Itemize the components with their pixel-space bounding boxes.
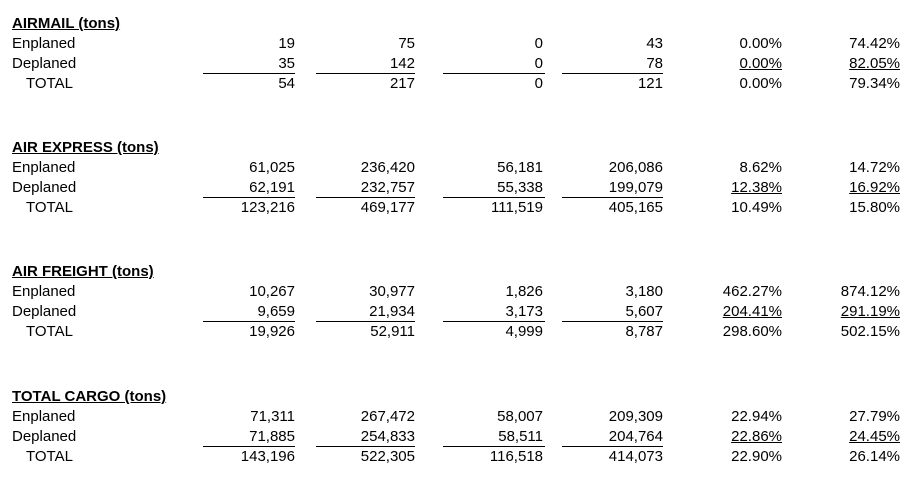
total-rule xyxy=(443,446,545,447)
table-cell: 142 xyxy=(389,55,415,72)
row-label-total: TOTAL xyxy=(26,75,73,92)
table-cell: 62,191 xyxy=(249,179,295,196)
table-cell: 291.19% xyxy=(840,303,900,320)
section-title: AIR EXPRESS (tons) xyxy=(12,139,159,156)
row-label-enplaned: Enplaned xyxy=(12,283,76,300)
table-cell: 111,519 xyxy=(491,199,543,216)
total-rule xyxy=(562,73,663,74)
table-cell: 3,180 xyxy=(625,283,663,300)
total-rule xyxy=(562,197,663,198)
table-cell: 267,472 xyxy=(360,408,415,425)
table-cell: 35 xyxy=(278,55,295,72)
section-air-express xyxy=(0,139,913,249)
section-title: AIR FREIGHT (tons) xyxy=(12,263,154,280)
section-air-freight xyxy=(0,263,913,373)
table-cell: 502.15% xyxy=(840,323,900,340)
table-cell: 61,025 xyxy=(249,159,295,176)
table-cell: 232,757 xyxy=(360,179,415,196)
row-label-deplaned: Deplaned xyxy=(12,179,77,196)
table-cell: 0.00% xyxy=(739,55,782,72)
table-cell: 204,764 xyxy=(608,428,663,445)
table-cell: 8,787 xyxy=(625,323,663,340)
table-cell: 24.45% xyxy=(849,428,900,445)
table-cell: 217 xyxy=(389,75,415,92)
total-rule xyxy=(562,446,663,447)
table-cell: 82.05% xyxy=(849,55,900,72)
table-cell: 71,885 xyxy=(249,428,295,445)
table-cell: 71,311 xyxy=(250,408,295,425)
table-cell: 254,833 xyxy=(360,428,415,445)
table-cell: 43 xyxy=(646,35,663,52)
table-cell: 405,165 xyxy=(608,199,663,216)
table-cell: 414,073 xyxy=(608,448,663,465)
table-cell: 56,181 xyxy=(497,159,543,176)
table-cell: 22.94% xyxy=(731,408,782,425)
table-cell: 0.00% xyxy=(739,75,782,92)
table-cell: 12.38% xyxy=(731,179,782,196)
table-cell: 204.41% xyxy=(722,303,782,320)
row-label-deplaned: Deplaned xyxy=(12,428,77,445)
row-label-total: TOTAL xyxy=(26,199,73,216)
total-rule xyxy=(316,73,415,74)
table-cell: 209,309 xyxy=(608,408,663,425)
table-cell: 27.79% xyxy=(849,408,900,425)
table-cell: 0 xyxy=(534,35,543,52)
total-rule xyxy=(203,197,295,198)
row-label-enplaned: Enplaned xyxy=(12,408,76,425)
table-cell: 21,934 xyxy=(369,303,415,320)
total-rule xyxy=(443,197,545,198)
row-label-deplaned: Deplaned xyxy=(12,55,77,72)
section-title: AIRMAIL (tons) xyxy=(12,15,121,32)
table-cell: 58,007 xyxy=(497,408,543,425)
table-cell: 15.80% xyxy=(849,199,900,216)
table-cell: 0 xyxy=(534,75,543,92)
table-cell: 55,338 xyxy=(497,179,543,196)
table-cell: 16.92% xyxy=(849,179,900,196)
table-cell: 4,999 xyxy=(505,323,543,340)
table-cell: 19 xyxy=(278,35,295,52)
row-label-total: TOTAL xyxy=(26,323,73,340)
table-cell: 0 xyxy=(534,55,543,72)
table-cell: 10,267 xyxy=(249,283,295,300)
table-cell: 199,079 xyxy=(608,179,663,196)
table-cell: 22.90% xyxy=(731,448,782,465)
table-cell: 121 xyxy=(637,75,663,92)
table-cell: 5,607 xyxy=(625,303,663,320)
table-cell: 0.00% xyxy=(739,35,782,52)
row-label-enplaned: Enplaned xyxy=(12,159,76,176)
table-cell: 54 xyxy=(278,75,295,92)
section-airmail xyxy=(0,15,913,125)
table-cell: 74.42% xyxy=(849,35,900,52)
table-cell: 236,420 xyxy=(360,159,415,176)
table-cell: 26.14% xyxy=(849,448,900,465)
table-cell: 30,977 xyxy=(369,283,415,300)
table-cell: 58,511 xyxy=(498,428,543,445)
table-cell: 79.34% xyxy=(849,75,900,92)
table-cell: 1,826 xyxy=(505,283,543,300)
section-total-cargo xyxy=(0,388,913,498)
table-cell: 522,305 xyxy=(360,448,415,465)
total-rule xyxy=(316,321,415,322)
row-label-total: TOTAL xyxy=(26,448,73,465)
table-cell: 22.86% xyxy=(731,428,782,445)
table-cell: 9,659 xyxy=(257,303,295,320)
total-rule xyxy=(316,197,415,198)
section-title: TOTAL CARGO (tons) xyxy=(12,388,167,405)
table-cell: 123,216 xyxy=(240,199,295,216)
total-rule xyxy=(203,446,295,447)
table-cell: 462.27% xyxy=(722,283,782,300)
row-label-deplaned: Deplaned xyxy=(12,303,77,320)
table-cell: 8.62% xyxy=(739,159,782,176)
row-label-enplaned: Enplaned xyxy=(12,35,76,52)
table-cell: 3,173 xyxy=(505,303,543,320)
total-rule xyxy=(443,321,545,322)
table-cell: 469,177 xyxy=(360,199,415,216)
total-rule xyxy=(562,321,663,322)
table-cell: 78 xyxy=(646,55,663,72)
table-cell: 19,926 xyxy=(249,323,295,340)
table-cell: 10.49% xyxy=(731,199,782,216)
table-cell: 298.60% xyxy=(722,323,782,340)
table-cell: 14.72% xyxy=(849,159,900,176)
total-rule xyxy=(316,446,415,447)
total-rule xyxy=(203,321,295,322)
table-cell: 206,086 xyxy=(608,159,663,176)
table-cell: 874.12% xyxy=(840,283,900,300)
table-cell: 143,196 xyxy=(240,448,295,465)
table-cell: 75 xyxy=(398,35,415,52)
table-cell: 116,518 xyxy=(489,448,543,465)
total-rule xyxy=(443,73,545,74)
table-cell: 52,911 xyxy=(370,323,415,340)
total-rule xyxy=(203,73,295,74)
